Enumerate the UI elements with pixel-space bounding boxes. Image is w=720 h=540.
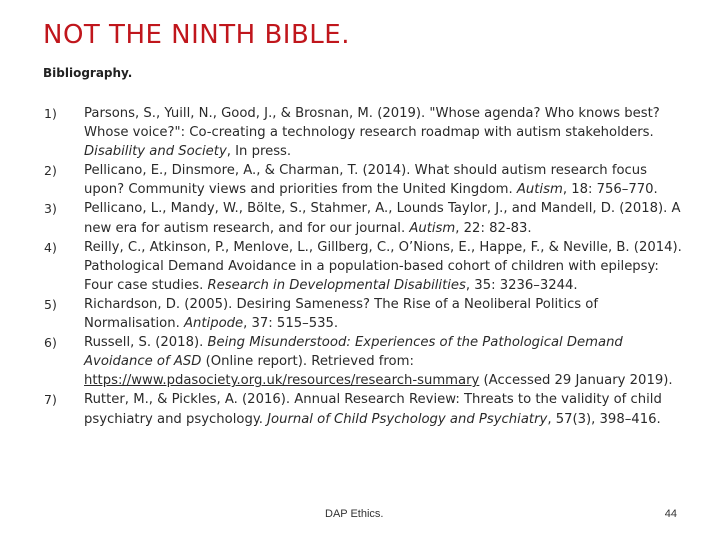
page-number: 44 <box>664 508 677 520</box>
reference-segment: , In press. <box>226 144 292 160</box>
reference-item <box>42 161 682 199</box>
footer-text: DAP Ethics. <box>325 508 384 520</box>
reference-italic-title: Antipode <box>183 316 244 332</box>
reference-segment: (Online report). Retrieved from: <box>201 354 414 370</box>
reference-item <box>42 199 682 237</box>
reference-text <box>84 104 682 161</box>
reference-text <box>84 295 682 333</box>
reference-number: 2) <box>44 163 57 179</box>
reference-item <box>42 390 682 428</box>
reference-segment: Rutter, M., & Pickles, A. (2016). Annual Research Review: Threats to the validity of child psychiatry and psychology. <box>84 392 662 427</box>
reference-number: 5) <box>44 296 57 312</box>
reference-segment: Parsons, S., Yuill, N., Good, J., & Brosnan, M. (2019). "Whose agenda? Who knows best? Whose voice?": Co-creating a technology research roadmap with autism stakeholders. <box>84 106 660 141</box>
reference-segment: , 22: 82-83. <box>455 220 532 236</box>
reference-list <box>42 104 682 429</box>
reference-number: 4) <box>44 239 57 255</box>
reference-italic-title: Being Misunderstood: Experiences of the Pathological Demand Avoidance of ASD <box>84 335 623 370</box>
reference-number: 6) <box>44 335 57 351</box>
reference-link[interactable]: https://www.pdasociety.org.uk/resources/research-summary <box>84 373 480 389</box>
reference-number: 3) <box>44 201 57 217</box>
reference-segment: Pellicano, L., Mandy, W., Bölte, S., Stahmer, A., Lounds Taylor, J., and Mandell, D. (2018). A new era for autism research, and for our journal. <box>84 201 681 236</box>
reference-segment: Pellicano, E., Dinsmore, A., & Charman, T. (2014). What should autism research focus upon? Community views and priorities from the United Kingdom. <box>84 163 648 198</box>
reference-segment: , 35: 3236–3244. <box>465 277 578 293</box>
reference-segment: Russell, S. (2018). <box>84 335 208 351</box>
reference-segment: , 57(3), 398–416. <box>547 411 661 427</box>
reference-item <box>42 295 682 333</box>
reference-item <box>42 104 682 161</box>
reference-segment: Richardson, D. (2005). Desiring Sameness? The Rise of a Neoliberal Politics of Normalisation. <box>84 296 599 332</box>
reference-text <box>84 199 682 237</box>
reference-italic-title: Autism <box>409 220 456 236</box>
reference-text <box>84 333 682 390</box>
reference-italic-title: Research in Developmental Disabilities <box>207 277 466 293</box>
reference-text <box>84 161 682 199</box>
reference-item <box>42 333 682 390</box>
section-heading: Bibliography. <box>43 66 133 80</box>
reference-segment: Reilly, C., Atkinson, P., Menlove, L., Gillberg, C., O’Nions, E., Happe, F., & Neville, B. (2014). Pathological Demand Avoidance in a population-based cohort of children with epilepsy: Four case studies. <box>84 239 682 293</box>
reference-segment: , 18: 756–770. <box>562 182 658 198</box>
slide-title: NOT THE NINTH BIBLE. <box>43 20 350 50</box>
reference-number: 7) <box>44 392 57 408</box>
reference-segment: , 37: 515–535. <box>243 316 339 332</box>
reference-number: 1) <box>44 106 57 121</box>
reference-italic-title: Autism <box>516 182 563 198</box>
reference-italic-title: Disability and Society <box>84 144 227 160</box>
reference-italic-title: Journal of Child Psychology and Psychiatry <box>267 411 548 427</box>
reference-text <box>84 390 682 428</box>
reference-item <box>42 238 682 295</box>
reference-text <box>84 238 682 295</box>
reference-segment: (Accessed 29 January 2019). <box>479 373 673 389</box>
